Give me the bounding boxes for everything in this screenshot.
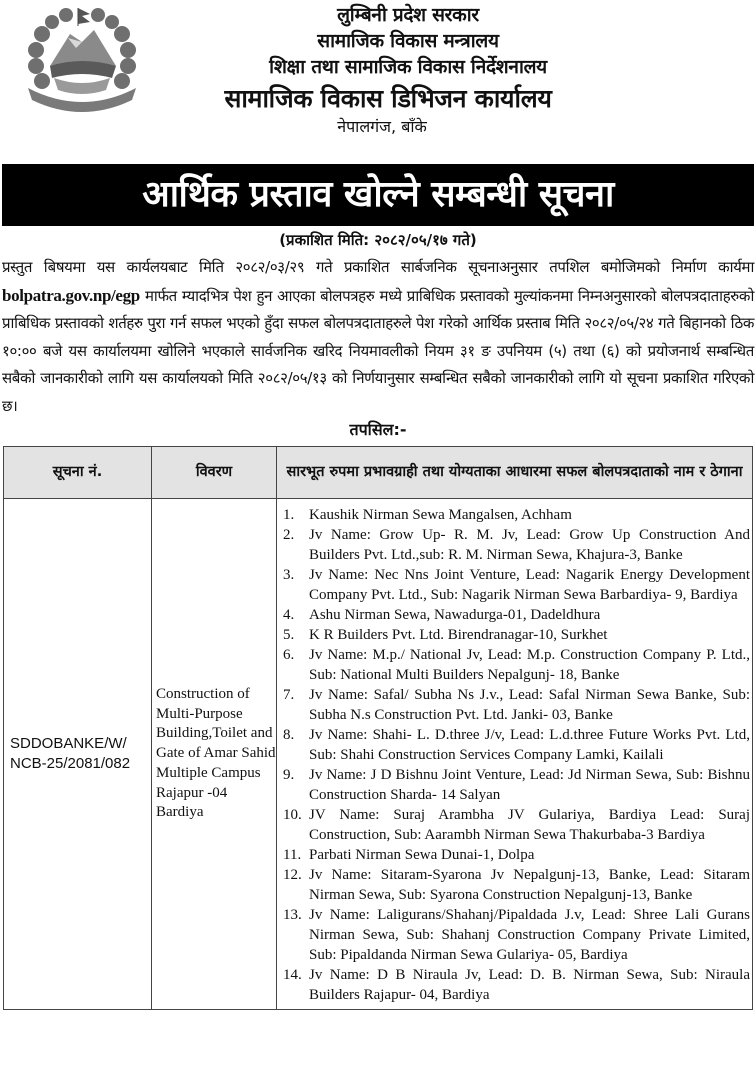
bidder-number: 12. (283, 867, 302, 883)
bidder-item (283, 525, 750, 565)
bidders-list (283, 505, 750, 1005)
bidder-name-address: Jv Name: Safal/ Subha Ns J.v., Lead: Safal Nirman Sewa Banke, Sub: Subha N.s Construction Pvt. Ltd. Janki- 03, Banke (309, 687, 750, 723)
bidder-item (283, 505, 750, 525)
bidder-name-address: Ashu Nirman Sewa, Nawadurga-01, Dadeldhura (309, 607, 601, 623)
notice-title: आर्थिक प्रस्ताव खोल्ने सम्बन्धी सूचना (2, 164, 754, 226)
office-location: नेपालगंज, बाँके (337, 117, 427, 136)
bidder-number: 8. (283, 727, 295, 743)
details-heading: तपसिल:- (349, 420, 407, 439)
directorate-name: शिक्षा तथा सामाजिक विकास निर्देशनालय (269, 56, 547, 78)
bidder-number: 2. (283, 527, 295, 543)
bidder-number: 3. (283, 567, 295, 583)
bidder-name-address: K R Builders Pvt. Ltd. Birendranagar-10, Surkhet (309, 627, 608, 643)
bidder-name-address: Jv Name: D B Niraula Jv, Lead: D. B. Nirman Sewa, Sub: Niraula Builders Rajapur- 04, Bardiya (309, 967, 750, 1003)
bidder-item (283, 965, 750, 1005)
bidder-name-address: Jv Name: Grow Up- R. M. Jv, Lead: Grow Up Construction And Builders Pvt. Ltd.,sub: R. M. Nirman Sewa, Khajura-3, Banke (309, 527, 750, 563)
bidder-number: 4. (283, 607, 295, 623)
bidder-item (283, 645, 750, 685)
table-header-row (4, 447, 753, 499)
bidder-name-address: Kaushik Nirman Sewa Mangalsen, Achham (309, 507, 572, 523)
bidder-item (283, 685, 750, 725)
notice-body (2, 254, 754, 420)
bidder-name-address: JV Name: Suraj Arambha JV Gulariya, Bardiya Lead: Suraj Construction, Sub: Aarambh Nirman Sewa Thakurbaba-3 Bardiya (309, 807, 750, 843)
bidder-name-address: Jv Name: Nec Nns Joint Venture, Lead: Nagarik Energy Development Company Pvt. Ltd., Sub: Nagarik Nirman Sewa Barbardiya- 9, Bardiya (309, 567, 750, 603)
body-part-1: प्रस्तुत बिषयमा यस कार्यलयबाट मिति २०८२/०३/२९ गते प्रकाशित सार्बजनिक सूचनाअनुसार तपशिल बमोजिमको निर्माण कार्यमा (2, 258, 754, 276)
published-date: (प्रकाशित मिति: २०८२/०५/१७ गते) (279, 231, 477, 249)
ministry-name: सामाजिक विकास मन्त्रालय (317, 30, 499, 52)
bidder-number: 10. (283, 807, 302, 823)
bidder-item (283, 605, 750, 625)
bidder-number: 7. (283, 687, 295, 703)
notice-number-cell: SDDOBANKE/W/ NCB-25/2081/082 (4, 499, 152, 1010)
bidder-name-address: Jv Name: M.p./ National Jv, Lead: M.p. Construction Company P. Ltd., Sub: National Multi Builders Nepalgunj- 18, Banke (309, 647, 750, 683)
bidder-number: 5. (283, 627, 295, 643)
bidder-item (283, 725, 750, 765)
letterhead (0, 2, 756, 138)
bidder-item (283, 625, 750, 645)
bidder-number: 9. (283, 767, 295, 783)
bidder-number: 11. (283, 847, 302, 863)
bidder-item (283, 805, 750, 845)
body-part-2: मार्फत म्यादभित्र पेश हुन आएका बोलपत्रहरु मध्ये प्राबिधिक प्रस्तावको मुल्यांकनमा निम्नअनुसारको बोलपत्रदाताहरुको प्राबिधिक प्रस्तावको शर्तहरु पुरा गर्न सफल भएको हुँदा सफल बोलपत्रदाताहरुले पेश गरेको आर्थिक प्रस्ताब मिति २०८२/०५/२४ गते बिहानको ठिक १०:०० बजे यस कार्यालयमा खोलिने भएकाले सार्वजनिक खरिद नियमावलीको नियम ३१ ङ उपनियम (५) तथा (६) को प्रयोजनार्थ सम्बन्धित सबैको जानकारीको लागि यस कार्यालयको मिति २०८२/०५/१३ को निर्णयानुसार सम्बन्धित सबैको जानकारीको लागि यो सूचना प्रकाशित गरिएको छ। (2, 286, 754, 415)
office-name: सामाजिक विकास डिभिजन कार्यालय (224, 84, 552, 113)
bidders-table (3, 446, 753, 1010)
bidder-number: 13. (283, 907, 302, 923)
bidder-number: 14. (283, 967, 302, 983)
bidder-number: 1. (283, 507, 295, 523)
header-notice-no: सूचना नं. (4, 447, 152, 499)
bidder-name-address: Jv Name: J D Bishnu Joint Venture, Lead: Jd Nirman Sewa, Sub: Bishnu Construction Sharda- 14 Salyan (309, 767, 750, 803)
province-government: लुम्बिनी प्रदेश सरकार (337, 4, 479, 26)
bidder-name-address: Jv Name: Shahi- L. D.three J/v, Lead: L.d.three Future Works Pvt. Ltd, Sub: Shahi Construction Services Company Lamki, Kailali (309, 727, 750, 763)
header-bidders: सारभूत रुपमा प्रभावग्राही तथा योग्यताका आधारमा सफल बोलपत्रदाताको नाम र ठेगाना (277, 447, 753, 499)
description-cell: Construction of Multi-Purpose Building,Toilet and Gate of Amar Sahid Multiple Campus Rajapur -04 Bardiya (152, 499, 277, 1010)
bidder-item (283, 765, 750, 805)
bidder-number: 6. (283, 647, 295, 663)
header-description: विवरण (152, 447, 277, 499)
bidder-name-address: Jv Name: Sitaram-Syarona Jv Nepalgunj-13, Banke, Lead: Sitaram Nirman Sewa, Sub: Syarona Construction Nepalgunj-13, Banke (309, 867, 750, 903)
bidder-item (283, 905, 750, 965)
bidder-item (283, 845, 750, 865)
bidder-item (283, 565, 750, 605)
egp-link[interactable]: bolpatra.gov.np/egp (2, 285, 140, 305)
bidders-cell (277, 499, 753, 1010)
bidder-item (283, 865, 750, 905)
bidder-name-address: Parbati Nirman Sewa Dunai-1, Dolpa (309, 847, 535, 863)
table-row (4, 499, 753, 1010)
bidder-name-address: Jv Name: Laligurans/Shahanj/Pipaldada J.v, Lead: Shree Lali Gurans Nirman Sewa, Sub: Shahanj Construction Company Private Limited, Sub: Pipaldanda Nirman Sewa Gulariya- 05, Bardiya (309, 907, 750, 963)
